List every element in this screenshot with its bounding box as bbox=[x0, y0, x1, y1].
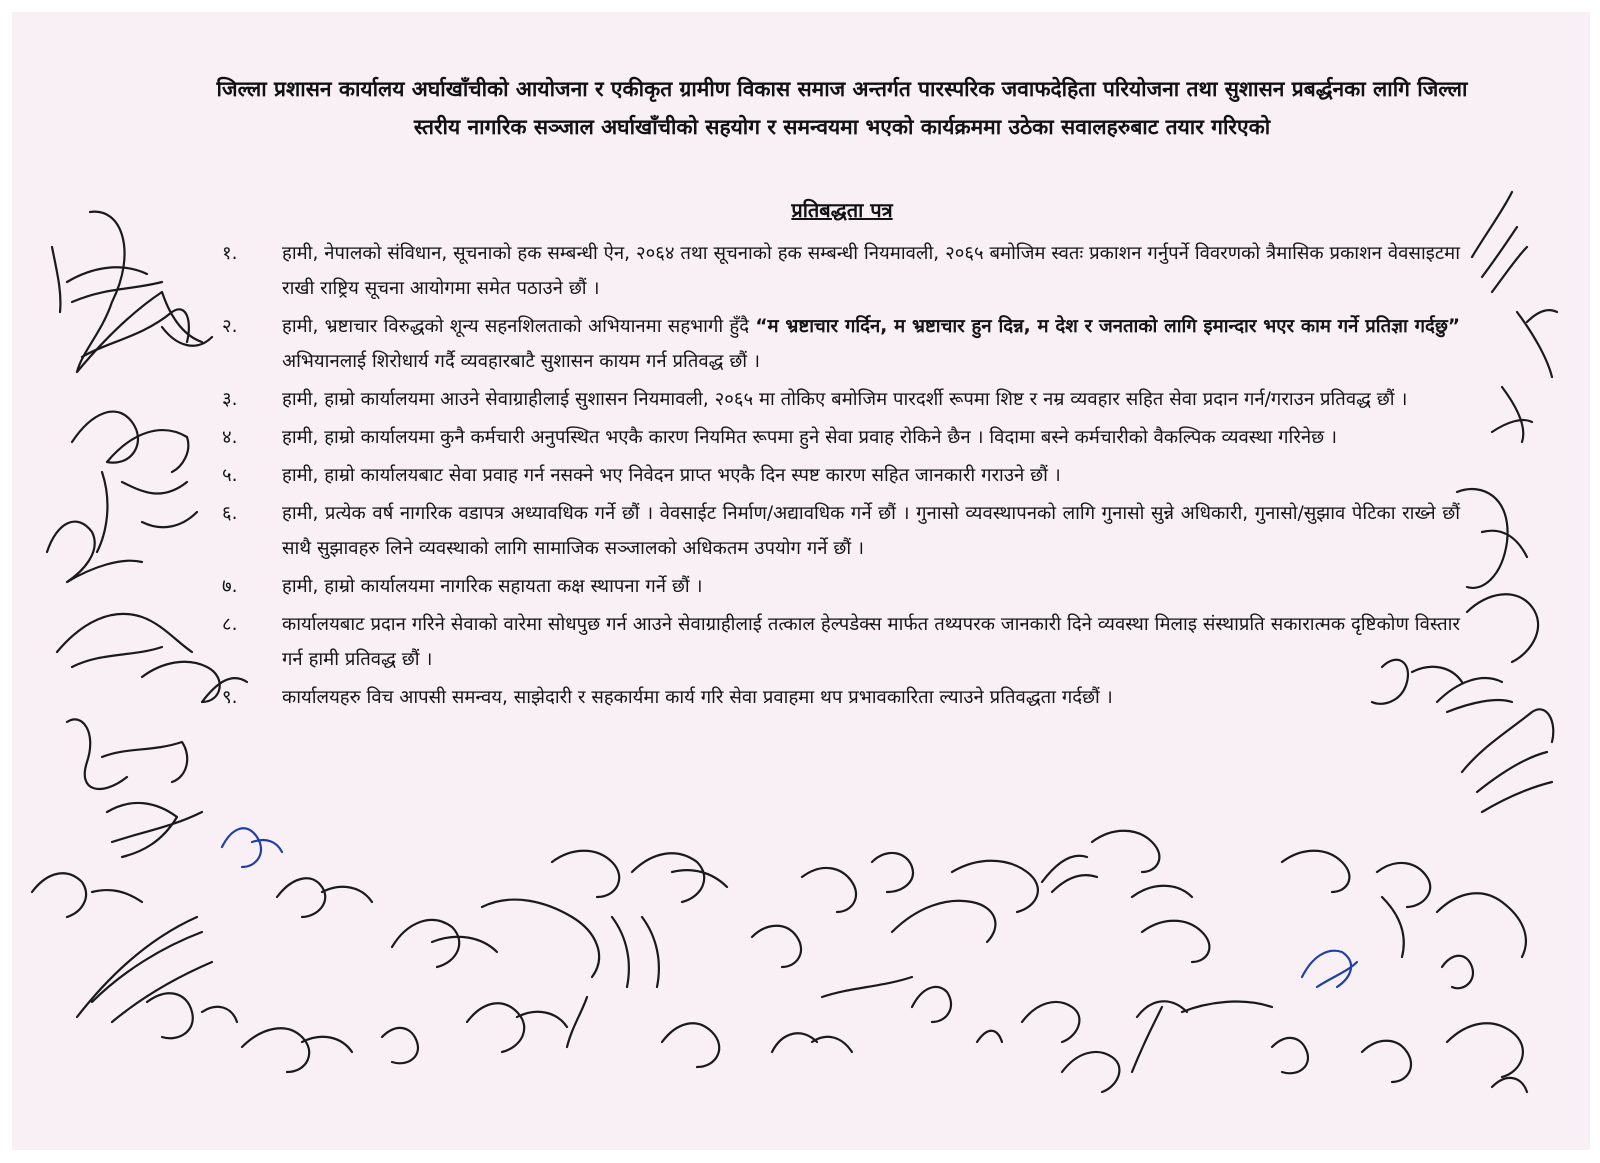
handwritten-signature bbox=[612, 917, 659, 987]
pledge-quote: “म भ्रष्टाचार गर्दिन, म भ्रष्टाचार हुन दिन्न, म देश र जनताको लागि इमान्दार भएर काम गर्ने प्रतिज्ञा गर्दछु” bbox=[755, 316, 1460, 337]
handwritten-signature bbox=[222, 828, 282, 867]
item-number: ६. bbox=[222, 503, 238, 524]
handwritten-signature bbox=[97, 472, 197, 552]
handwritten-signature bbox=[567, 997, 587, 1047]
handwritten-signature bbox=[32, 873, 142, 917]
handwritten-signature bbox=[1492, 387, 1532, 442]
handwritten-signature bbox=[822, 977, 912, 997]
item-text: हामी, हाम्रो कार्यालयमा आउने सेवाग्राहीलाई सुशासन नियमावली, २०६५ मा तोकिए बमोजिम पारदर्शी रूपमा शिष्ट र नम्र व्यवहार सहित सेवा प्रदान गर्न/गराउन प्रतिवद्ध छौं । bbox=[282, 389, 1408, 410]
commitment-list bbox=[222, 236, 1460, 718]
item-text: कार्यालयहरु विच आपसी समन्वय, साझेदारी र सहकार्यमा कार्य गरि सेवा प्रवाहमा थप प्रभावकारिता ल्याउने प्रतिवद्धता गर्दछौं । bbox=[282, 687, 1113, 708]
handwritten-signature bbox=[57, 614, 192, 667]
item-text: हामी, प्रत्येक वर्ष नागरिक वडापत्र अध्यावधिक गर्ने छौं । वेवसाईट निर्माण/अद्यावधिक गर्ने छौं । गुनासो व्यवस्थापनको लागि गुनासो सुन्ने अधिकारी, गुनासो/सुझाव पेटिका राख्ने छौं साथै सुझावहरु लिने व्यवस्थाको लागि सामाजिक सञ्जालको अधिकतम उपयोग गर्ने छौं । bbox=[282, 503, 1460, 559]
handwritten-signature bbox=[1282, 851, 1349, 892]
handwritten-signature bbox=[77, 212, 202, 372]
item-number: १. bbox=[222, 243, 238, 264]
handwritten-signature bbox=[892, 901, 995, 942]
handwritten-signature bbox=[82, 309, 212, 357]
document-heading: जिल्ला प्रशासन कार्यालय अर्घाखाँचीको आयोजना र एकीकृत ग्रामीण विकास समाज अन्तर्गत पारस्परिक जवाफदेहिता परियोजना तथा सुशासन प्रबर्द्धनका लागि जिल्ला स्तरीय नागरिक सञ्जाल अर्घाखाँचीको सहयोग र समन्वयमा भएको कार्यक्रममा उठेका सवालहरुबाट तयार गरिएको bbox=[216, 77, 1468, 139]
handwritten-signature bbox=[1062, 1052, 1119, 1092]
handwritten-signature bbox=[1022, 1002, 1079, 1042]
item-number: ५. bbox=[222, 465, 238, 486]
item-text: हामी, हाम्रो कार्यालयबाट सेवा प्रवाह गर्न नसक्ने भए निवेदन प्राप्त भएकै दिन स्पष्ट कारण सहित जानकारी गराउने छौं । bbox=[282, 465, 1061, 486]
handwritten-signature bbox=[977, 1031, 1002, 1042]
handwritten-signature bbox=[1042, 856, 1097, 892]
commitment-item bbox=[222, 382, 1460, 417]
handwritten-signature bbox=[1362, 1041, 1411, 1082]
item-number: ७. bbox=[222, 576, 238, 597]
handwritten-signature bbox=[382, 1028, 418, 1063]
commitment-item bbox=[222, 496, 1460, 566]
handwritten-signature bbox=[392, 920, 497, 967]
handwritten-signature bbox=[772, 1033, 852, 1052]
item-number: ४. bbox=[222, 427, 238, 448]
handwritten-signature bbox=[1492, 1078, 1527, 1092]
handwritten-signature bbox=[242, 1028, 352, 1072]
handwritten-signature bbox=[632, 853, 727, 902]
handwritten-signature bbox=[147, 993, 237, 1038]
handwritten-signature bbox=[52, 247, 162, 312]
handwritten-signature bbox=[1132, 1007, 1162, 1072]
commitment-item bbox=[222, 236, 1460, 306]
item-text: हामी, हाम्रो कार्यालयमा नागरिक सहायता कक्ष स्थापना गर्ने छौं । bbox=[282, 576, 703, 597]
handwritten-signature bbox=[77, 917, 212, 1022]
item-number: ८. bbox=[222, 614, 238, 635]
handwritten-signature bbox=[1462, 709, 1553, 812]
handwritten-signature bbox=[467, 1003, 567, 1052]
item-number: २. bbox=[222, 316, 238, 337]
handwritten-signature bbox=[47, 522, 142, 582]
item-number: ९. bbox=[222, 687, 238, 708]
handwritten-signature bbox=[482, 900, 599, 977]
handwritten-signature bbox=[1437, 893, 1526, 957]
commitment-item bbox=[222, 607, 1460, 677]
item-text: हामी, नेपालको संविधान, सूचनाको हक सम्बन्धी ऐन, २०६४ तथा सूचनाको हक सम्बन्धी नियमावली, २०६५ बमोजिम स्वतः प्रकाशन गर्नुपर्ने विवरणको त्रैमासिक प्रकाशन वेवसाइटमा राखी राष्ट्रिय सूचना आयोगमा समेत पठाउने छौं । bbox=[282, 243, 1460, 299]
handwritten-signature bbox=[1272, 1038, 1308, 1073]
handwritten-signature bbox=[72, 412, 188, 472]
handwritten-signature bbox=[1472, 192, 1527, 292]
handwritten-signature bbox=[752, 926, 801, 967]
handwritten-signature bbox=[1132, 886, 1192, 897]
item-text: हामी, हाम्रो कार्यालयमा कुनै कर्मचारी अनुपस्थित भएकै कारण नियमित रूपमा हुने सेवा प्रवाह रोकिने छैन । विदामा बस्ने कर्मचारीको वैकल्पिक व्यवस्था गरिनेछ । bbox=[282, 427, 1338, 448]
handwritten-signature bbox=[1382, 897, 1404, 957]
handwritten-signature bbox=[1377, 863, 1430, 907]
handwritten-signature bbox=[1457, 489, 1527, 588]
commitment-item bbox=[222, 420, 1460, 455]
handwritten-signature bbox=[1467, 594, 1538, 662]
handwritten-signature bbox=[552, 851, 619, 897]
handwritten-signature bbox=[662, 1023, 719, 1067]
handwritten-signature bbox=[872, 853, 913, 892]
handwritten-signature bbox=[1137, 1001, 1272, 1017]
handwritten-signature bbox=[1142, 921, 1209, 962]
document-page bbox=[12, 12, 1590, 1150]
commitment-item bbox=[222, 569, 1460, 604]
document-subtitle: प्रतिबद्धता पत्र bbox=[791, 198, 893, 222]
commitment-item bbox=[222, 458, 1460, 493]
commitment-item bbox=[222, 309, 1460, 379]
item-text: हामी, भ्रष्टाचार विरुद्धको शून्य सहनशिलताको अभियानमा सहभागी हुँदै bbox=[282, 316, 756, 337]
handwritten-signature bbox=[802, 868, 856, 912]
handwritten-signature bbox=[107, 803, 202, 857]
handwritten-signature bbox=[67, 719, 187, 789]
handwritten-signature bbox=[277, 878, 372, 917]
item-number: ३. bbox=[222, 389, 238, 410]
handwritten-signature bbox=[912, 987, 951, 1022]
commitment-item bbox=[222, 680, 1460, 715]
handwritten-signature bbox=[1442, 956, 1473, 989]
handwritten-signature bbox=[1302, 951, 1357, 987]
item-text-end: अभियानलाई शिरोधार्य गर्दै व्यवहारबाटै सुशासन कायम गर्न प्रतिवद्ध छौं । bbox=[282, 351, 760, 372]
handwritten-signature bbox=[952, 861, 1038, 912]
handwritten-signature bbox=[1517, 310, 1557, 377]
item-text: कार्यालयबाट प्रदान गरिने सेवाको वारेमा सोधपुछ गर्न आउने सेवाग्राहीलाई तत्काल हेल्पडेक्स मार्फत तथ्यपरक जानकारी दिने व्यवस्था मिलाइ संस्थाप्रति सकारात्मक दृष्टिकोण विस्तार गर्न हामी प्रतिवद्ध छौं । bbox=[282, 614, 1460, 670]
handwritten-signature bbox=[1447, 1023, 1523, 1077]
handwritten-signature bbox=[1092, 831, 1159, 872]
